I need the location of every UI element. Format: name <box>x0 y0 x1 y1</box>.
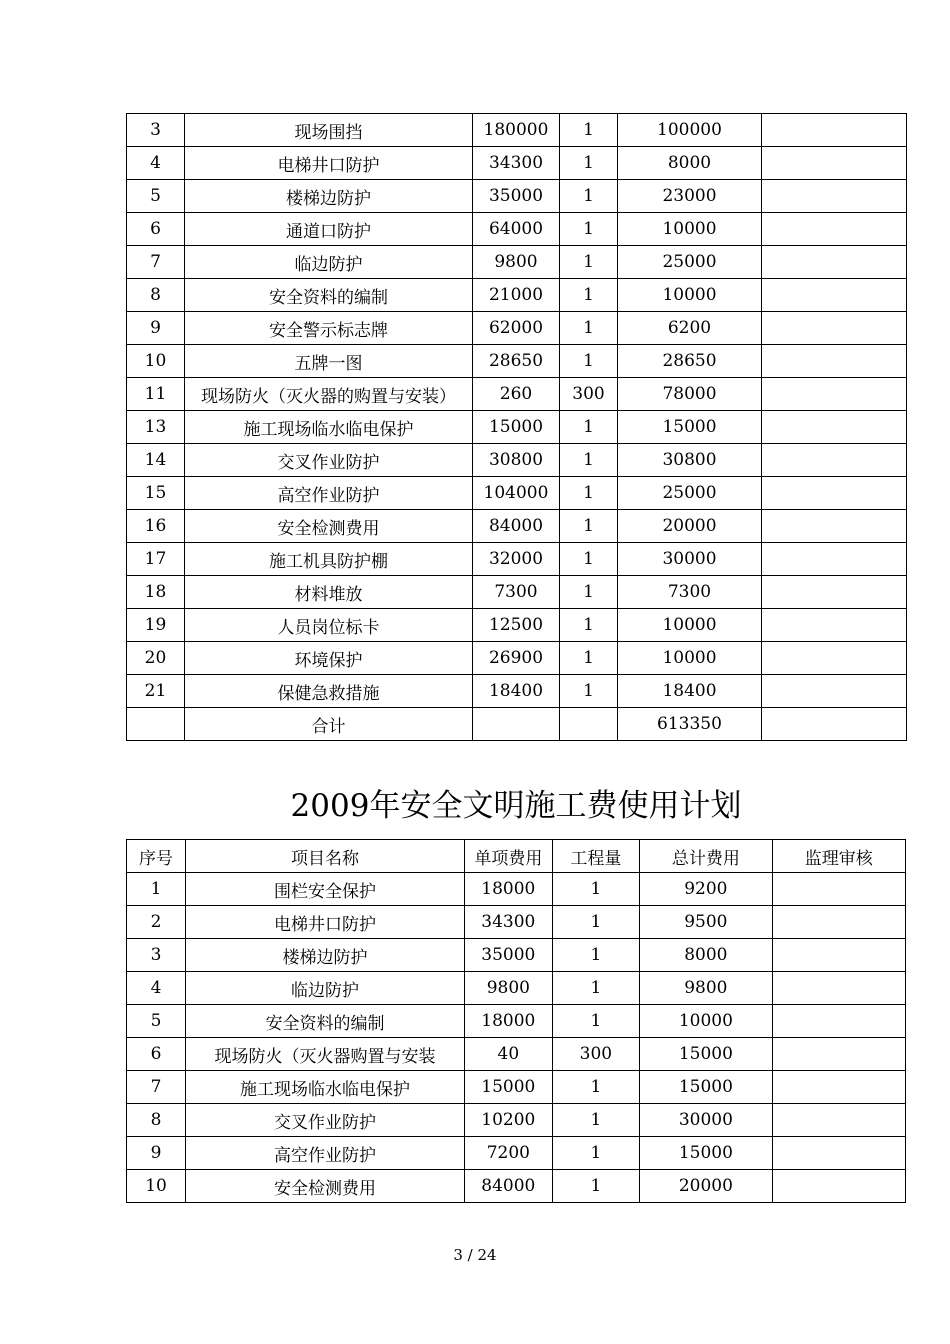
cell-quantity: 1 <box>560 675 618 708</box>
cell-index: 14 <box>127 444 185 477</box>
cell-index: 7 <box>127 246 185 279</box>
cell-total-cost: 10000 <box>618 279 762 312</box>
cell-quantity: 1 <box>560 477 618 510</box>
cell-index <box>127 708 185 741</box>
cell-item-name: 高空作业防护 <box>186 1137 465 1170</box>
cell-review <box>762 114 907 147</box>
cell-review <box>772 1071 905 1104</box>
cell-index: 20 <box>127 642 185 675</box>
cell-review <box>762 213 907 246</box>
cell-index: 8 <box>127 1104 186 1137</box>
cell-review <box>772 1104 905 1137</box>
cell-total-cost: 28650 <box>618 345 762 378</box>
cell-item-name: 通道口防护 <box>185 213 473 246</box>
cell-unit-cost: 15000 <box>465 1071 553 1104</box>
cell-unit-cost: 34300 <box>465 906 553 939</box>
cell-quantity: 1 <box>552 906 640 939</box>
header-item-name: 项目名称 <box>186 840 465 873</box>
cell-total-cost: 8000 <box>618 147 762 180</box>
cell-total-cost: 7300 <box>618 576 762 609</box>
table-row <box>127 477 907 510</box>
table-row <box>127 1071 906 1104</box>
cell-total-cost: 20000 <box>640 1170 772 1203</box>
cell-total-cost: 10000 <box>640 1005 772 1038</box>
cell-unit-cost: 18400 <box>473 675 560 708</box>
cell-item-name: 交叉作业防护 <box>185 444 473 477</box>
cell-total-cost: 23000 <box>618 180 762 213</box>
cell-unit-cost: 64000 <box>473 213 560 246</box>
cell-total-cost: 78000 <box>618 378 762 411</box>
cell-total-cost: 15000 <box>640 1071 772 1104</box>
cell-item-name: 施工现场临水临电保护 <box>186 1071 465 1104</box>
cell-quantity: 1 <box>552 873 640 906</box>
header-quantity: 工程量 <box>552 840 640 873</box>
header-total-cost: 总计费用 <box>640 840 772 873</box>
cell-item-name: 施工现场临水临电保护 <box>185 411 473 444</box>
cell-total-cost: 18400 <box>618 675 762 708</box>
cell-unit-cost: 104000 <box>473 477 560 510</box>
cell-total-cost: 9800 <box>640 972 772 1005</box>
cell-unit-cost: 21000 <box>473 279 560 312</box>
cell-index: 17 <box>127 543 185 576</box>
cell-quantity: 1 <box>560 444 618 477</box>
cell-index: 9 <box>127 1137 186 1170</box>
cell-item-name: 安全检测费用 <box>186 1170 465 1203</box>
table-row <box>127 939 906 972</box>
cell-quantity: 1 <box>552 1104 640 1137</box>
cell-item-name: 围栏安全保护 <box>186 873 465 906</box>
cell-review <box>762 543 907 576</box>
cell-item-name: 安全资料的编制 <box>185 279 473 312</box>
cell-unit-cost: 18000 <box>465 1005 553 1038</box>
cell-review <box>772 972 905 1005</box>
cell-index: 9 <box>127 312 185 345</box>
cell-total-cost: 10000 <box>618 642 762 675</box>
cell-item-name: 现场防火（灭火器的购置与安装） <box>185 378 473 411</box>
cell-total-cost: 10000 <box>618 609 762 642</box>
cell-item-name: 材料堆放 <box>185 576 473 609</box>
cell-quantity: 1 <box>560 411 618 444</box>
cell-item-name: 安全资料的编制 <box>186 1005 465 1038</box>
cell-index: 1 <box>127 873 186 906</box>
cell-index: 21 <box>127 675 185 708</box>
table-row <box>127 411 907 444</box>
cell-index: 5 <box>127 1005 186 1038</box>
cell-review <box>762 312 907 345</box>
cell-review <box>762 411 907 444</box>
cost-plan-table-2009 <box>126 839 906 1203</box>
table-row <box>127 1005 906 1038</box>
cell-unit-cost: 9800 <box>465 972 553 1005</box>
cell-total-cost: 30000 <box>640 1104 772 1137</box>
cell-quantity: 1 <box>552 1071 640 1104</box>
page-number: 3 / 24 <box>453 1246 497 1264</box>
cell-index: 15 <box>127 477 185 510</box>
cell-total-cost: 20000 <box>618 510 762 543</box>
cell-total-cost: 100000 <box>618 114 762 147</box>
cell-quantity: 1 <box>552 972 640 1005</box>
cell-review <box>762 444 907 477</box>
table-row <box>127 1137 906 1170</box>
table-row <box>127 543 907 576</box>
cell-unit-cost: 12500 <box>473 609 560 642</box>
cell-index: 10 <box>127 1170 186 1203</box>
cell-quantity: 1 <box>560 609 618 642</box>
cell-review <box>762 345 907 378</box>
cell-item-name: 交叉作业防护 <box>186 1104 465 1137</box>
cell-review <box>762 279 907 312</box>
cell-review <box>762 477 907 510</box>
cell-unit-cost: 180000 <box>473 114 560 147</box>
cell-review <box>762 708 907 741</box>
cell-review <box>762 246 907 279</box>
table-row <box>127 147 907 180</box>
table-row <box>127 1104 906 1137</box>
table-row <box>127 708 907 741</box>
table-row <box>127 279 907 312</box>
cell-unit-cost: 35000 <box>473 180 560 213</box>
cell-review <box>772 1170 905 1203</box>
cell-total-cost: 10000 <box>618 213 762 246</box>
cell-item-name: 环境保护 <box>185 642 473 675</box>
cell-unit-cost: 84000 <box>473 510 560 543</box>
cell-index: 4 <box>127 972 186 1005</box>
cell-quantity: 1 <box>560 147 618 180</box>
cell-index: 8 <box>127 279 185 312</box>
cell-review <box>762 378 907 411</box>
cell-review <box>762 609 907 642</box>
cell-review <box>762 642 907 675</box>
table-row <box>127 675 907 708</box>
table-row <box>127 180 907 213</box>
cell-unit-cost: 7200 <box>465 1137 553 1170</box>
cell-item-name: 现场防火（灭火器购置与安装 <box>186 1038 465 1071</box>
cell-unit-cost: 84000 <box>465 1170 553 1203</box>
cell-unit-cost: 40 <box>465 1038 553 1071</box>
table-row <box>127 972 906 1005</box>
cell-unit-cost: 32000 <box>473 543 560 576</box>
cell-quantity: 1 <box>560 510 618 543</box>
cell-quantity: 1 <box>552 1005 640 1038</box>
cell-total-cost: 15000 <box>640 1038 772 1071</box>
cell-review <box>772 906 905 939</box>
cell-unit-cost: 18000 <box>465 873 553 906</box>
cell-index: 11 <box>127 378 185 411</box>
cost-table-continued <box>126 113 907 741</box>
cell-quantity: 1 <box>560 246 618 279</box>
cell-quantity <box>560 708 618 741</box>
cell-quantity: 1 <box>560 312 618 345</box>
cell-review <box>762 147 907 180</box>
cell-item-name: 临边防护 <box>185 246 473 279</box>
table-row <box>127 213 907 246</box>
cell-index: 7 <box>127 1071 186 1104</box>
cell-total-cost: 6200 <box>618 312 762 345</box>
cell-total-cost: 25000 <box>618 246 762 279</box>
cell-total-cost: 30800 <box>618 444 762 477</box>
header-index: 序号 <box>127 840 186 873</box>
table-row <box>127 246 907 279</box>
table-row <box>127 114 907 147</box>
cell-quantity: 1 <box>552 1170 640 1203</box>
cell-unit-cost: 28650 <box>473 345 560 378</box>
cell-item-name: 电梯井口防护 <box>186 906 465 939</box>
cell-index: 6 <box>127 1038 186 1071</box>
cell-total-cost: 9200 <box>640 873 772 906</box>
table-row <box>127 906 906 939</box>
cell-item-name: 施工机具防护棚 <box>185 543 473 576</box>
cell-unit-cost: 35000 <box>465 939 553 972</box>
cell-total-cost: 15000 <box>640 1137 772 1170</box>
cell-quantity: 1 <box>560 213 618 246</box>
table-row <box>127 873 906 906</box>
cell-unit-cost: 34300 <box>473 147 560 180</box>
cell-total-cost: 8000 <box>640 939 772 972</box>
table-row <box>127 444 907 477</box>
table-row <box>127 345 907 378</box>
cell-unit-cost: 260 <box>473 378 560 411</box>
cell-review <box>772 873 905 906</box>
table-row <box>127 1038 906 1071</box>
cell-index: 19 <box>127 609 185 642</box>
cell-review <box>762 576 907 609</box>
table-row <box>127 609 907 642</box>
cell-unit-cost: 30800 <box>473 444 560 477</box>
cell-index: 4 <box>127 147 185 180</box>
cell-item-name: 楼梯边防护 <box>185 180 473 213</box>
cell-total-cost: 25000 <box>618 477 762 510</box>
cell-unit-cost: 7300 <box>473 576 560 609</box>
cell-item-name: 电梯井口防护 <box>185 147 473 180</box>
cell-index: 2 <box>127 906 186 939</box>
cell-item-name: 高空作业防护 <box>185 477 473 510</box>
page-title: 2009年安全文明施工费使用计划 <box>290 788 742 824</box>
cell-index: 18 <box>127 576 185 609</box>
cell-quantity: 300 <box>552 1038 640 1071</box>
cell-total-cost: 15000 <box>618 411 762 444</box>
table-row <box>127 1170 906 1203</box>
table-row <box>127 312 907 345</box>
table-row <box>127 576 907 609</box>
cell-unit-cost: 26900 <box>473 642 560 675</box>
cell-item-name: 五牌一图 <box>185 345 473 378</box>
cell-item-name: 临边防护 <box>186 972 465 1005</box>
cell-index: 5 <box>127 180 185 213</box>
cell-review <box>772 1137 905 1170</box>
cell-unit-cost: 15000 <box>473 411 560 444</box>
cell-quantity: 1 <box>560 180 618 213</box>
cell-item-name: 楼梯边防护 <box>186 939 465 972</box>
cell-review <box>772 939 905 972</box>
cell-item-name: 现场围挡 <box>185 114 473 147</box>
cell-total-cost: 30000 <box>618 543 762 576</box>
table-row <box>127 510 907 543</box>
table-row <box>127 378 907 411</box>
cell-item-name: 人员岗位标卡 <box>185 609 473 642</box>
cell-unit-cost <box>473 708 560 741</box>
cell-quantity: 1 <box>560 642 618 675</box>
cell-review <box>762 180 907 213</box>
cell-unit-cost: 9800 <box>473 246 560 279</box>
cell-item-name: 合计 <box>185 708 473 741</box>
cell-item-name: 安全警示标志牌 <box>185 312 473 345</box>
cell-item-name: 保健急救措施 <box>185 675 473 708</box>
cell-item-name: 安全检测费用 <box>185 510 473 543</box>
cell-index: 13 <box>127 411 185 444</box>
cell-total-cost: 613350 <box>618 708 762 741</box>
table-header-row <box>127 840 906 873</box>
cell-quantity: 1 <box>552 939 640 972</box>
cell-quantity: 1 <box>560 114 618 147</box>
cell-review <box>762 675 907 708</box>
cell-quantity: 1 <box>560 543 618 576</box>
cell-index: 3 <box>127 114 185 147</box>
cell-review <box>772 1038 905 1071</box>
cell-index: 6 <box>127 213 185 246</box>
cell-quantity: 300 <box>560 378 618 411</box>
cell-index: 16 <box>127 510 185 543</box>
cell-review <box>762 510 907 543</box>
cell-index: 3 <box>127 939 186 972</box>
cell-unit-cost: 62000 <box>473 312 560 345</box>
table-row <box>127 642 907 675</box>
cell-quantity: 1 <box>552 1137 640 1170</box>
cell-quantity: 1 <box>560 576 618 609</box>
cell-unit-cost: 10200 <box>465 1104 553 1137</box>
cell-quantity: 1 <box>560 345 618 378</box>
header-unit-cost: 单项费用 <box>465 840 553 873</box>
cell-index: 10 <box>127 345 185 378</box>
cell-total-cost: 9500 <box>640 906 772 939</box>
cell-quantity: 1 <box>560 279 618 312</box>
cell-review <box>772 1005 905 1038</box>
header-supervisor-review: 监理审核 <box>772 840 905 873</box>
